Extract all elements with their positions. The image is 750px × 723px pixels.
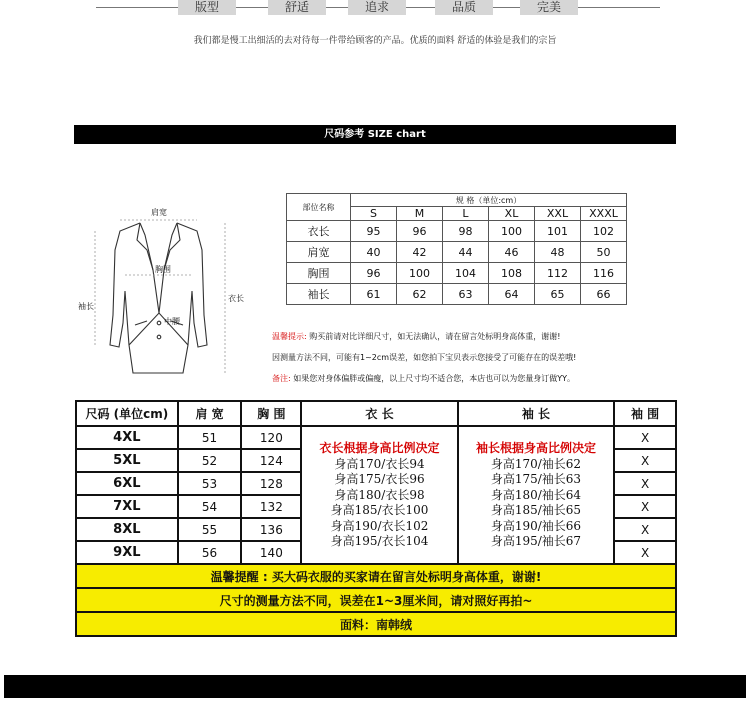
cuff-cell: X <box>614 449 676 472</box>
spec-cell: 112 <box>535 263 581 284</box>
spec-cell: 100 <box>489 221 535 242</box>
table-row <box>76 426 676 449</box>
shoulder-cell: 51 <box>178 426 242 449</box>
cuff-cell: X <box>614 541 676 564</box>
footer-measure: 尺寸的测量方法不同，误差在1~3厘米间，请对照好再拍~ <box>76 588 676 612</box>
big-table-header-row <box>76 401 676 426</box>
size-cell: 4XL <box>76 426 178 449</box>
size-cell: 6XL <box>76 472 178 495</box>
size-header: S <box>351 207 397 221</box>
cuff-cell: X <box>614 518 676 541</box>
nav-tab-1[interactable]: 版型 <box>178 0 236 15</box>
note-remark-label: 备注: <box>272 374 291 383</box>
label-chest: 胸围 <box>155 265 171 274</box>
chest-cell: 132 <box>241 495 301 518</box>
label-shoulder: 肩宽 <box>151 208 167 217</box>
spec-cell: 42 <box>397 242 443 263</box>
spec-cell: 65 <box>535 284 581 305</box>
spec-cell: 62 <box>397 284 443 305</box>
footer-reminder: 温馨提醒 : 买大码衣服的买家请在留言处标明身高体重，谢谢! <box>76 564 676 588</box>
spec-cell: 108 <box>489 263 535 284</box>
length-line: 身高175/衣长96 <box>334 472 425 486</box>
sleeve-line: 身高190/袖长66 <box>490 518 582 533</box>
length-line: 身高185/衣长100 <box>330 503 429 517</box>
note-measure <box>272 352 576 363</box>
header-length: 衣 长 <box>301 401 457 426</box>
spec-cell: 50 <box>581 242 627 263</box>
nav-tab-3[interactable]: 追求 <box>348 0 406 15</box>
shoulder-cell: 53 <box>178 472 242 495</box>
size-header: L <box>443 207 489 221</box>
shoulder-cell: 54 <box>178 495 242 518</box>
spec-cell: 40 <box>351 242 397 263</box>
size-cell: 8XL <box>76 518 178 541</box>
note-remark <box>272 373 575 384</box>
spec-cell: 104 <box>443 263 489 284</box>
sleeve-guide-cell <box>458 426 614 564</box>
spec-row <box>287 221 627 242</box>
size-chart-title-bar: 尺码参考 SIZE chart <box>74 125 676 144</box>
size-header: M <box>397 207 443 221</box>
length-line: 身高195/衣长104 <box>330 534 429 548</box>
note-tip-label: 温馨提示: <box>272 332 307 341</box>
header-shoulder: 肩 宽 <box>178 401 242 426</box>
length-line: 身高170/衣长94 <box>334 456 425 471</box>
chest-cell: 128 <box>241 472 301 495</box>
sleeve-line: 身高185/袖长65 <box>490 503 582 517</box>
spec-cell: 61 <box>351 284 397 305</box>
nav-tab-5[interactable]: 完美 <box>520 0 578 15</box>
chest-cell: 140 <box>241 541 301 564</box>
spec-cell: 116 <box>581 263 627 284</box>
footer-row <box>76 564 676 588</box>
spec-cell: 48 <box>535 242 581 263</box>
header-sleeve: 袖 长 <box>458 401 614 426</box>
spec-row <box>287 284 627 305</box>
size-header: XXL <box>535 207 581 221</box>
chest-cell: 120 <box>241 426 301 449</box>
size-cell: 9XL <box>76 541 178 564</box>
cuff-cell: X <box>614 426 676 449</box>
chest-cell: 124 <box>241 449 301 472</box>
note-remark-text: 如果您对身体偏胖或偏瘦，以上尺寸均不适合您，本店也可以为您量身订做YY。 <box>293 374 576 383</box>
size-cell: 5XL <box>76 449 178 472</box>
spec-cell: 98 <box>443 221 489 242</box>
note-tip <box>272 331 560 342</box>
spec-cell: 96 <box>351 263 397 284</box>
header-cuff: 袖 围 <box>614 401 676 426</box>
footer-row <box>76 612 676 636</box>
shoulder-cell: 55 <box>178 518 242 541</box>
cuff-cell: X <box>614 472 676 495</box>
sleeve-line: 身高170/袖长62 <box>490 456 582 471</box>
spec-cell: 95 <box>351 221 397 242</box>
part-header: 部位名称 <box>287 194 351 221</box>
note-tip-text: 购买前请对比详细尺寸，如无法确认，请在留言处标明身高体重，谢谢! <box>309 332 561 341</box>
sleeve-line: 身高195/袖长67 <box>490 534 582 548</box>
spec-cell: 63 <box>443 284 489 305</box>
label-waist: 中腰 <box>164 317 180 326</box>
spec-row <box>287 263 627 284</box>
label-sleeve: 袖长 <box>78 302 94 311</box>
header-size: 尺码 (单位cm) <box>76 401 178 426</box>
footer-row <box>76 588 676 612</box>
nav-tab-2[interactable]: 舒适 <box>268 0 326 15</box>
cuff-cell: X <box>614 495 676 518</box>
spec-row <box>287 242 627 263</box>
spec-row-name: 胸围 <box>287 263 351 284</box>
spec-header: 规 格（单位:cm） <box>351 194 627 207</box>
big-size-table <box>75 400 677 637</box>
size-header: XL <box>489 207 535 221</box>
length-guide-title: 衣长根据身高比例决定 <box>319 441 440 455</box>
label-length: 衣长 <box>228 294 244 303</box>
size-header: XXXL <box>581 207 627 221</box>
spec-table <box>286 193 627 305</box>
footer-fabric: 面料：南韩绒 <box>76 612 676 636</box>
bottom-black-bar <box>4 675 746 698</box>
spec-cell: 96 <box>397 221 443 242</box>
shoulder-cell: 56 <box>178 541 242 564</box>
length-guide-cell <box>301 426 457 564</box>
spec-row-name: 肩宽 <box>287 242 351 263</box>
tagline: 我们都是慢工出细活的去对待每一件带给顾客的产品。优质的面料 舒适的体验是我们的宗旨 <box>193 36 557 46</box>
nav-tab-4[interactable]: 品质 <box>435 0 493 15</box>
spec-row-name: 衣长 <box>287 221 351 242</box>
size-cell: 7XL <box>76 495 178 518</box>
sleeve-guide-title: 袖长根据身高比例决定 <box>475 441 596 455</box>
chest-cell: 136 <box>241 518 301 541</box>
length-line: 身高190/衣长102 <box>330 518 429 533</box>
sleeve-line: 身高175/袖长63 <box>490 472 582 486</box>
spec-cell: 66 <box>581 284 627 305</box>
spec-cell: 100 <box>397 263 443 284</box>
shoulder-cell: 52 <box>178 449 242 472</box>
note-measure-text: 因测量方法不同，可能有1~2cm误差，如您拍下宝贝表示您接受了可能存在的误差哦! <box>272 353 577 362</box>
spec-cell: 101 <box>535 221 581 242</box>
spec-cell: 44 <box>443 242 489 263</box>
sleeve-line: 身高180/袖长64 <box>490 487 582 502</box>
spec-cell: 46 <box>489 242 535 263</box>
spec-cell: 64 <box>489 284 535 305</box>
header-chest: 胸 围 <box>241 401 301 426</box>
length-line: 身高180/衣长98 <box>334 487 425 502</box>
jacket-diagram <box>75 195 250 380</box>
spec-row-name: 袖长 <box>287 284 351 305</box>
spec-cell: 102 <box>581 221 627 242</box>
